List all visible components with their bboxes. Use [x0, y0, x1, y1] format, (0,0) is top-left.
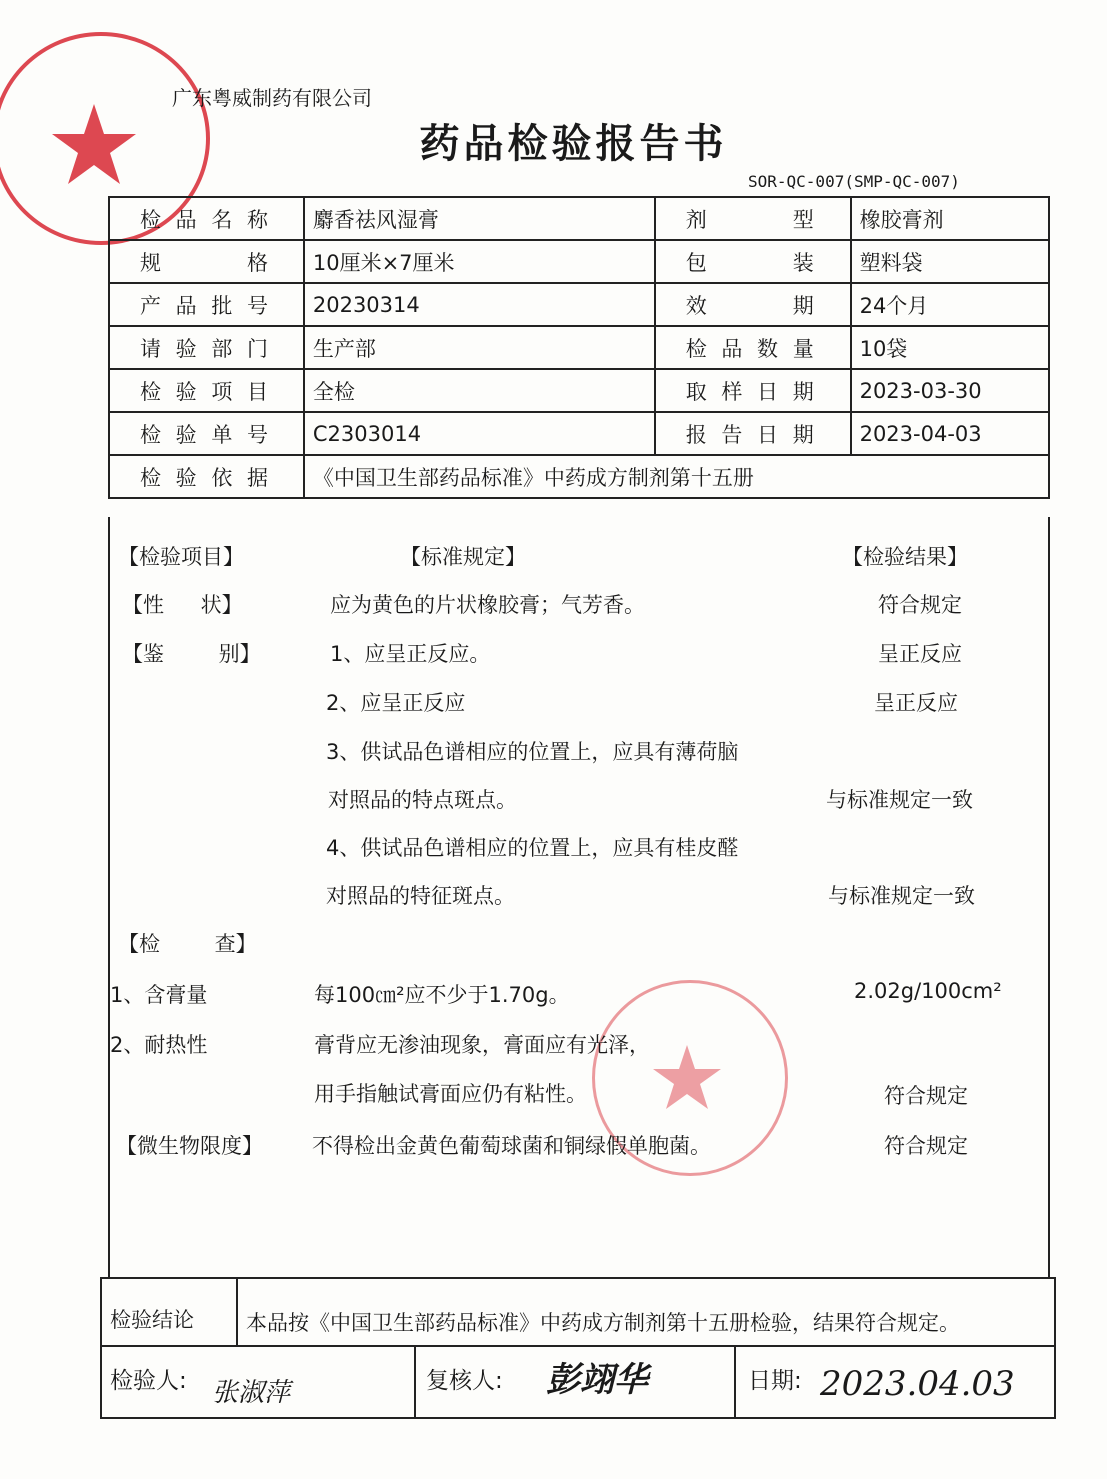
label-cell	[109, 412, 304, 455]
inspection-standard-2a: 膏背应无渗油现象，膏面应有光泽，	[314, 1033, 650, 1057]
label-cell	[655, 369, 851, 412]
signature-date: 2023.04.03	[820, 1364, 1015, 1404]
inspector-signature: 张淑萍	[212, 1378, 291, 1408]
divider	[102, 1345, 1054, 1347]
company-name: 广东粤威制药有限公司	[172, 86, 372, 110]
batch-label: 产 品 批 号	[140, 293, 270, 318]
label-cell	[109, 455, 304, 498]
page-title: 药品检验报告书	[419, 121, 728, 167]
column-item-header: 【检验项目】	[118, 545, 244, 569]
column-result-header: 【检验结果】	[842, 545, 968, 569]
sampling-date-label: 取 样 日 期	[685, 379, 814, 404]
microbial-label: 【微生物限度】	[116, 1134, 263, 1158]
label-cell	[655, 240, 851, 283]
divider	[236, 1279, 238, 1345]
identification-standard-4b: 对照品的特征斑点。	[326, 884, 515, 908]
identification-result-2: 呈正反应	[874, 691, 958, 715]
identification-standard-1: 1、应呈正反应。	[330, 642, 491, 666]
spec-value: 10厘米×7厘米	[304, 240, 655, 283]
inspection-standard-2b: 用手指触试膏面应仍有粘性。	[314, 1082, 587, 1106]
identification-label: 【鉴 别】	[122, 642, 261, 666]
reviewer-label: 复核人:	[426, 1368, 503, 1394]
microbial-result: 符合规定	[884, 1134, 968, 1158]
identification-standard-2: 2、应呈正反应	[326, 691, 466, 715]
conclusion-text: 本品按《中国卫生部药品标准》中药成方制剂第十五册检验，结果符合规定。	[246, 1311, 960, 1335]
batch-value: 20230314	[304, 283, 655, 326]
character-standard: 应为黄色的片状橡胶膏；气芳香。	[330, 593, 645, 617]
product-name-label: 检 品 名 称	[140, 207, 270, 232]
test-number-value: C2303014	[304, 412, 655, 455]
test-number-label: 检 验 单 号	[140, 422, 270, 447]
spec-label: 规 格	[140, 250, 270, 275]
inspection-item-1: 1、含膏量	[110, 983, 208, 1007]
package-label: 包 装	[685, 250, 814, 275]
product-name-value: 麝香祛风湿膏	[304, 197, 655, 240]
character-label: 【性 状】	[122, 593, 243, 617]
test-item-label: 检 验 项 目	[140, 379, 270, 404]
label-cell	[109, 283, 304, 326]
validity-label: 效 期	[685, 293, 814, 318]
test-item-value: 全检	[304, 369, 655, 412]
label-cell	[655, 283, 851, 326]
label-cell	[655, 326, 851, 369]
label-cell	[109, 197, 304, 240]
inspector-label: 检验人:	[110, 1368, 187, 1394]
report-date-label: 报 告 日 期	[685, 422, 814, 447]
reviewer-signature: 彭翊华	[546, 1360, 648, 1400]
label-cell	[109, 240, 304, 283]
divider	[734, 1345, 736, 1417]
dosage-form-label: 剂 型	[685, 207, 814, 232]
divider	[414, 1345, 416, 1417]
validity-value: 24个月	[851, 283, 1049, 326]
sampling-date-value: 2023-03-30	[851, 369, 1049, 412]
quantity-value: 10袋	[851, 326, 1049, 369]
inspection-label: 【检 查】	[118, 932, 257, 956]
department-value: 生产部	[304, 326, 655, 369]
character-result: 符合规定	[878, 593, 962, 617]
table-row	[109, 240, 1049, 283]
document-number: SOR-QC-007(SMP-QC-007)	[748, 172, 960, 191]
microbial-standard: 不得检出金黄色葡萄球菌和铜绿假单胞菌。	[312, 1134, 711, 1158]
identification-result-3: 与标准规定一致	[826, 788, 973, 812]
report-date-value: 2023-04-03	[851, 412, 1049, 455]
table-row	[109, 455, 1049, 498]
label-cell	[109, 369, 304, 412]
label-cell	[655, 197, 851, 240]
label-cell	[655, 412, 851, 455]
conclusion-label: 检验结论	[110, 1308, 194, 1332]
package-value: 塑料袋	[851, 240, 1049, 283]
dosage-form-value: 橡胶膏剂	[851, 197, 1049, 240]
basis-value: 《中国卫生部药品标准》中药成方制剂第十五册	[304, 455, 1049, 498]
table-row	[109, 326, 1049, 369]
inspection-result-1: 2.02g/100cm²	[854, 979, 1002, 1003]
quantity-label: 检 品 数 量	[685, 336, 814, 361]
date-label: 日期:	[748, 1368, 802, 1394]
inspection-standard-1: 每100㎝²应不少于1.70g。	[314, 983, 570, 1007]
identification-standard-3a: 3、供试品色谱相应的位置上，应具有薄荷脑	[326, 740, 739, 764]
identification-result-4: 与标准规定一致	[828, 884, 975, 908]
table-row	[109, 412, 1049, 455]
identification-result-1: 呈正反应	[878, 642, 962, 666]
table-row	[109, 369, 1049, 412]
basis-label: 检 验 依 据	[140, 465, 270, 490]
table-row	[109, 283, 1049, 326]
identification-standard-3b: 对照品的特点斑点。	[328, 788, 517, 812]
department-label: 请 验 部 门	[140, 336, 270, 361]
info-table	[108, 196, 1050, 499]
table-row	[109, 197, 1049, 240]
label-cell	[109, 326, 304, 369]
column-standard-header: 【标准规定】	[400, 545, 526, 569]
inspection-result-2: 符合规定	[884, 1084, 968, 1108]
inspection-item-2: 2、耐热性	[110, 1033, 208, 1057]
identification-standard-4a: 4、供试品色谱相应的位置上，应具有桂皮醛	[326, 836, 739, 860]
